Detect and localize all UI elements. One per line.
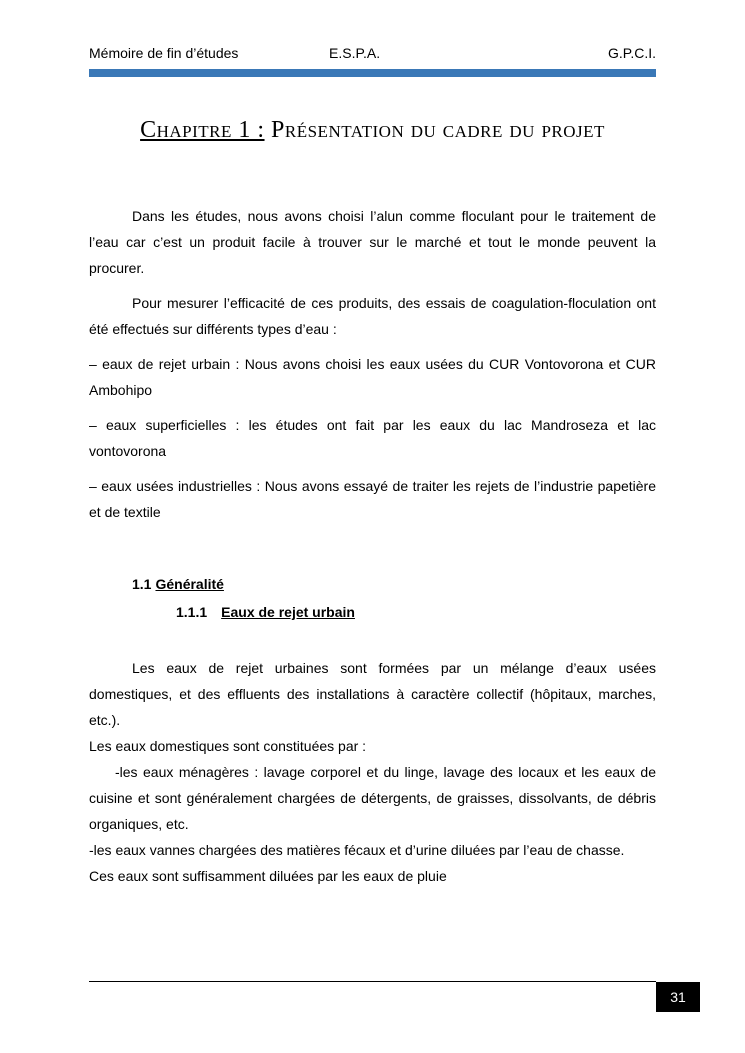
content-paragraph-3: -les eaux ménagères : lavage corporel et du linge, lavage des locaux et les eaux de cuisine et sont généralement chargées de détergents, de graisses, dissolvants, de débris organiques, etc. bbox=[89, 764, 656, 832]
water-type-surface: – eaux superficielles : les études ont fait par les eaux du lac Mandroseza et lac vontovorona bbox=[89, 417, 656, 459]
content-paragraph-1: Les eaux de rejet urbaines sont formées par un mélange d’eaux usées domestiques, et des effluents des installations à caractère collectif (hôpitaux, marches, etc.). bbox=[89, 660, 656, 728]
chapter-name: Présentation du cadre du projet bbox=[271, 117, 605, 143]
footer-line bbox=[89, 981, 656, 982]
chapter-title bbox=[89, 116, 656, 144]
water-type-industrial: – eaux usées industrielles : Nous avons essayé de traiter les rejets de l’industrie papetière et de textile bbox=[89, 478, 656, 520]
header-school: E.S.P.A. bbox=[329, 45, 381, 61]
intro-section bbox=[89, 203, 656, 525]
header-department: G.P.C.I. bbox=[608, 45, 656, 61]
intro-paragraph-2: Pour mesurer l’efficacité de ces produits, des essais de coagulation-floculation ont été effectués sur différents types d’eau : bbox=[89, 295, 656, 337]
page-number: 31 bbox=[656, 982, 700, 1012]
section-title: Généralité bbox=[155, 576, 224, 592]
content-paragraph-4: -les eaux vannes chargées des matières fécaux et d’urine diluées par l’eau de chasse. bbox=[89, 842, 625, 858]
content-paragraph-5: Ces eaux sont suffisamment diluées par les eaux de pluie bbox=[89, 868, 447, 884]
page-header bbox=[89, 45, 656, 65]
section-heading-1-1-1 bbox=[176, 604, 355, 620]
header-bar bbox=[89, 69, 656, 77]
intro-paragraph-1: Dans les études, nous avons choisi l’alun comme floculant pour le traitement de l’eau car c’est un produit facile à trouver sur le marché et tout le monde peuvent la procurer. bbox=[89, 208, 656, 276]
urban-water-section bbox=[89, 655, 656, 889]
subsection-number: 1.1.1 bbox=[176, 604, 208, 620]
section-heading-1-1 bbox=[132, 576, 224, 592]
header-document-type: Mémoire de fin d’études bbox=[89, 45, 239, 61]
water-type-urban: – eaux de rejet urbain : Nous avons choisi les eaux usées du CUR Vontovorona et CUR Ambohipo bbox=[89, 356, 656, 398]
section-number: 1.1 bbox=[132, 576, 152, 592]
chapter-label: Chapitre 1 : bbox=[140, 117, 265, 143]
subsection-title: Eaux de rejet urbain bbox=[221, 604, 355, 620]
content-paragraph-2: Les eaux domestiques sont constituées par : bbox=[89, 738, 367, 754]
